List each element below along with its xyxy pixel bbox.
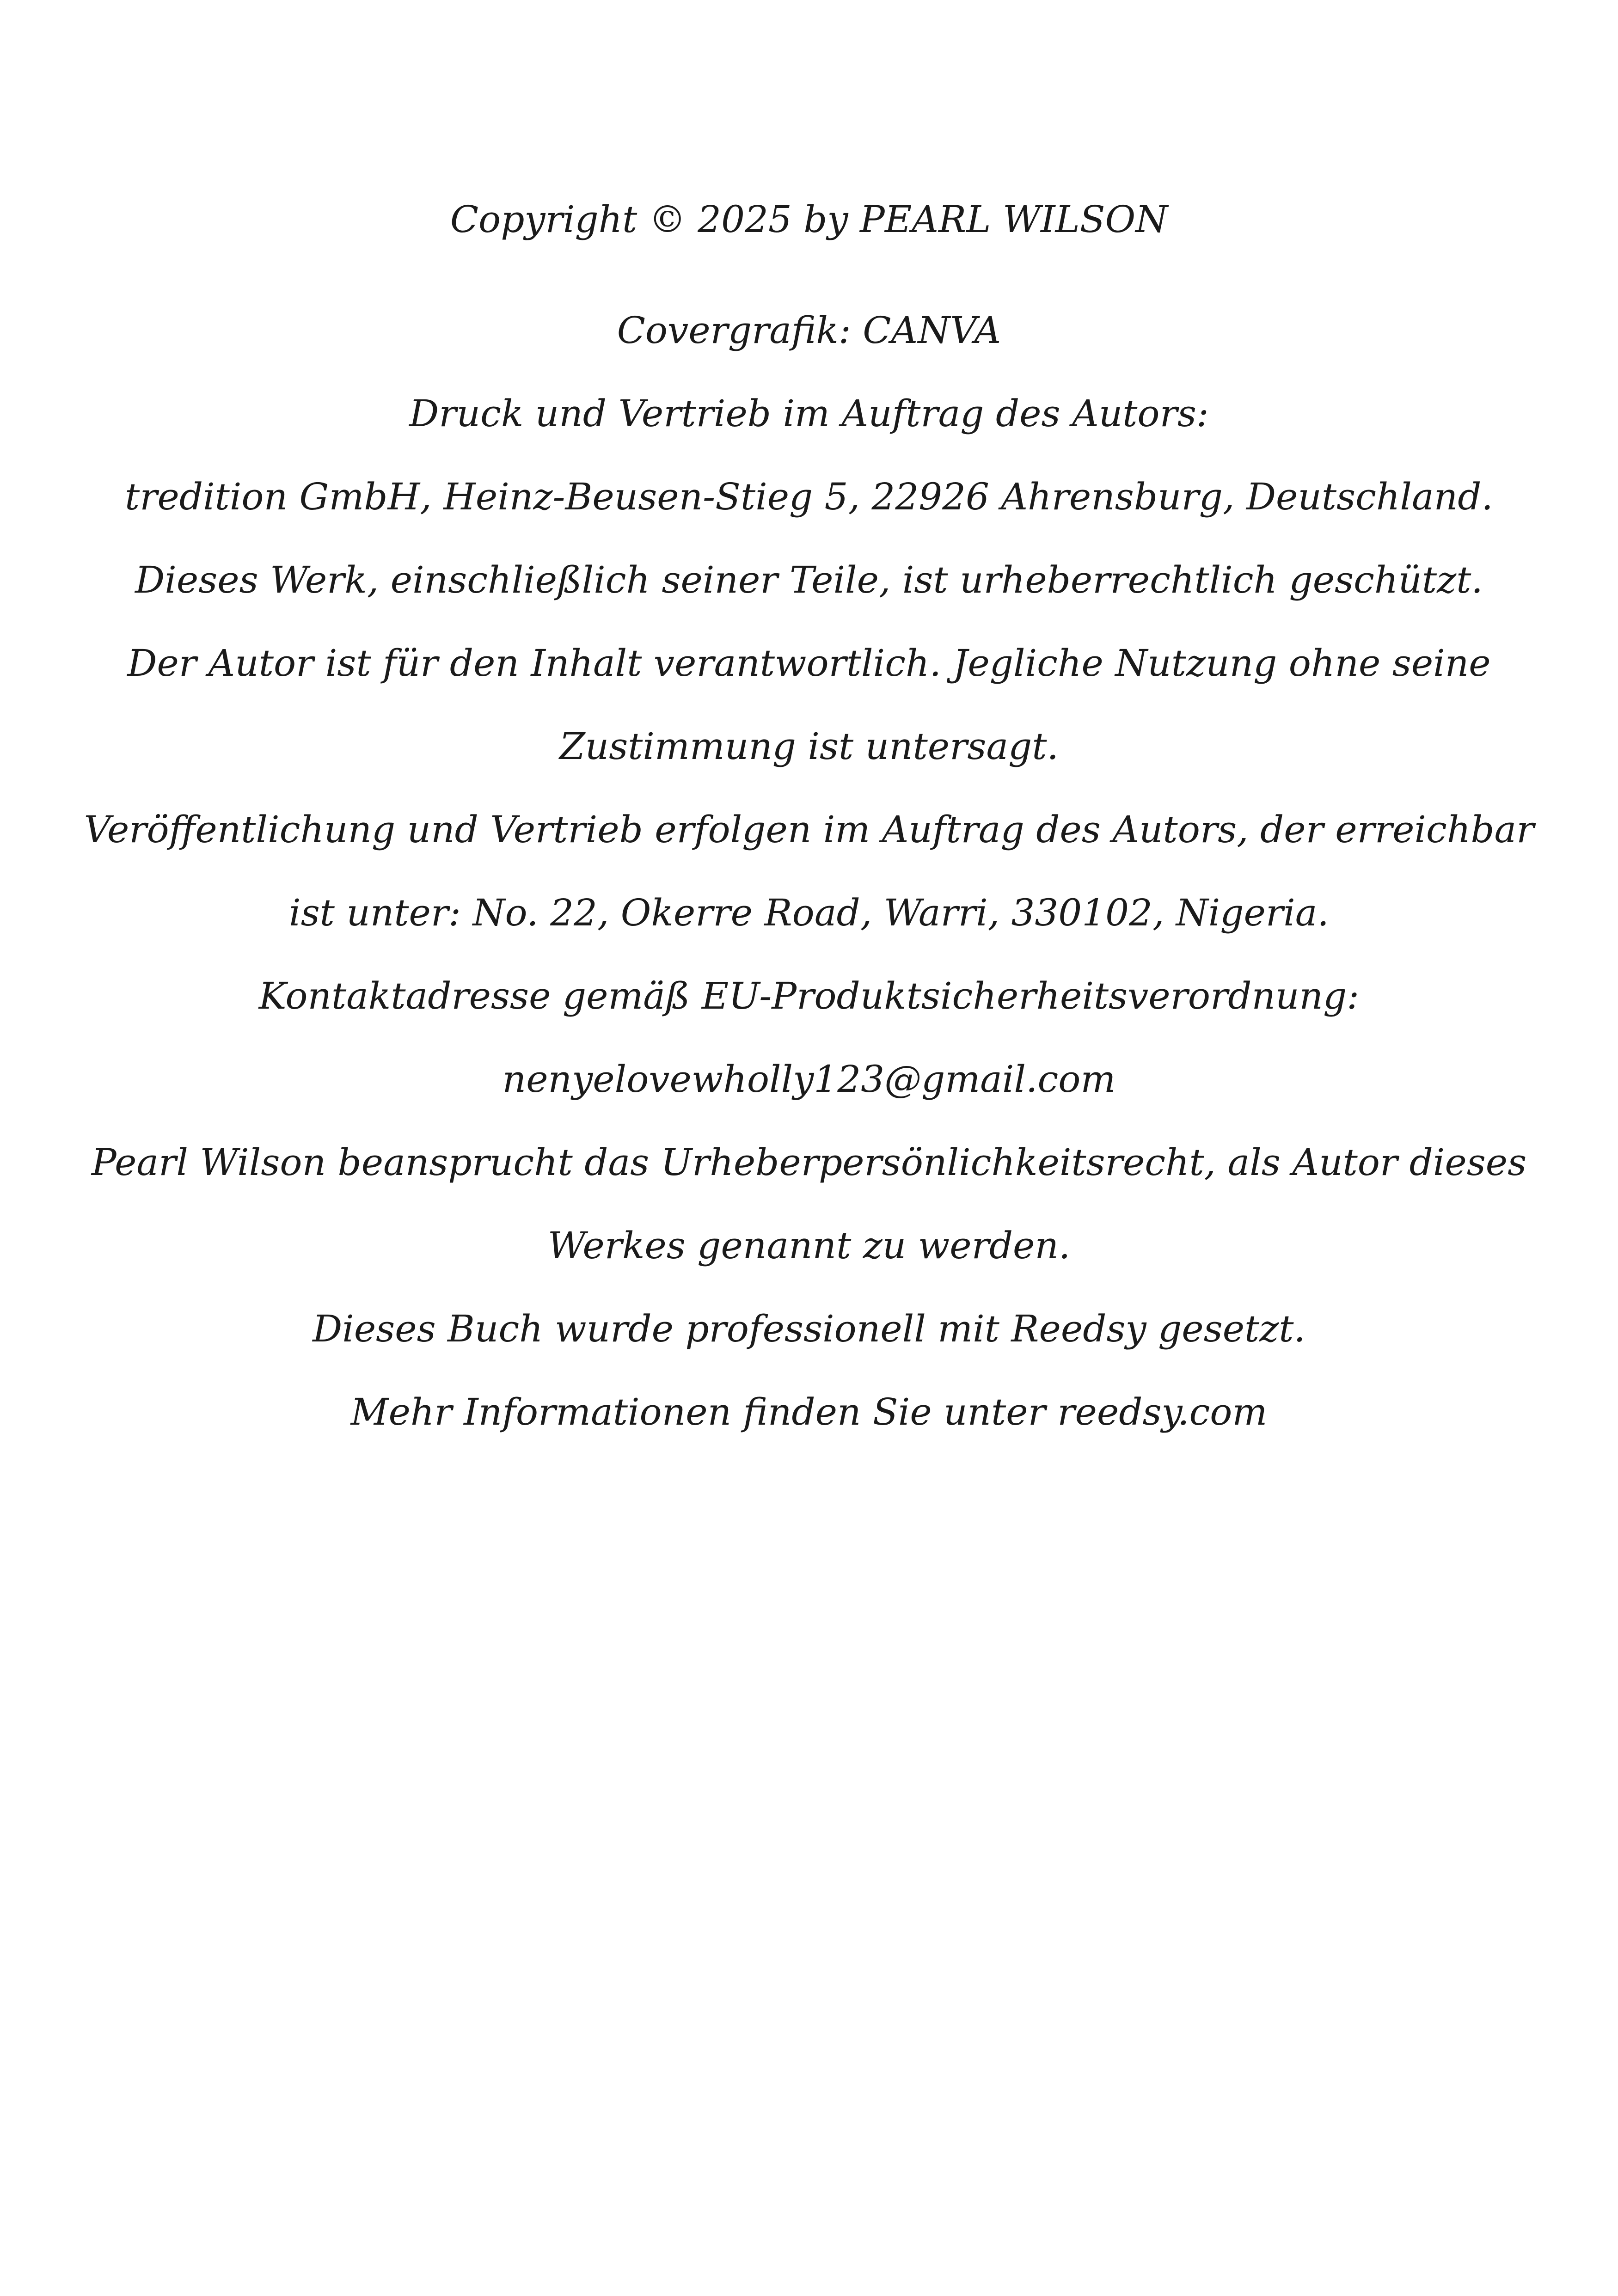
moral-rights-line-2: Werkes genannt zu werden. xyxy=(547,1224,1071,1267)
more-info-link-text: Mehr Informationen finden Sie unter reedsy.com xyxy=(350,1390,1268,1433)
author-contact-line-2: ist unter: No. 22, Okerre Road, Warri, 330102, Nigeria. xyxy=(289,891,1329,934)
print-distribution-heading: Druck und Vertrieb im Auftrag des Autors: xyxy=(409,392,1209,435)
author-contact-line-1: Veröffentlichung und Vertrieb erfolgen im Auftrag des Autors, der erreichbar xyxy=(84,808,1534,851)
eu-contact-heading: Kontaktadresse gemäß EU-Produktsicherheitsverordnung: xyxy=(258,974,1360,1017)
moral-rights-line-1: Pearl Wilson beansprucht das Urheberpersönlichkeitsrecht, als Autor dieses xyxy=(91,1141,1527,1184)
copyright-protection-statement: Dieses Werk, einschließlich seiner Teile, ist urheberrechtlich geschützt. xyxy=(135,558,1483,601)
cover-credit: Covergrafik: CANVA xyxy=(617,309,1001,352)
responsibility-statement-line-2: Zustimmung ist untersagt. xyxy=(559,725,1059,768)
contact-email: nenyelovewholly123@gmail.com xyxy=(502,1058,1116,1101)
publisher-address: tredition GmbH, Heinz-Beusen-Stieg 5, 22926 Ahrensburg, Deutschland. xyxy=(125,475,1493,518)
typeset-credit: Dieses Buch wurde professionell mit Reedsy gesetzt. xyxy=(313,1307,1305,1350)
copyright-notice: Copyright © 2025 by PEARL WILSON xyxy=(450,198,1168,241)
responsibility-statement-line-1: Der Autor ist für den Inhalt verantwortlich. Jegliche Nutzung ohne seine xyxy=(127,642,1491,685)
